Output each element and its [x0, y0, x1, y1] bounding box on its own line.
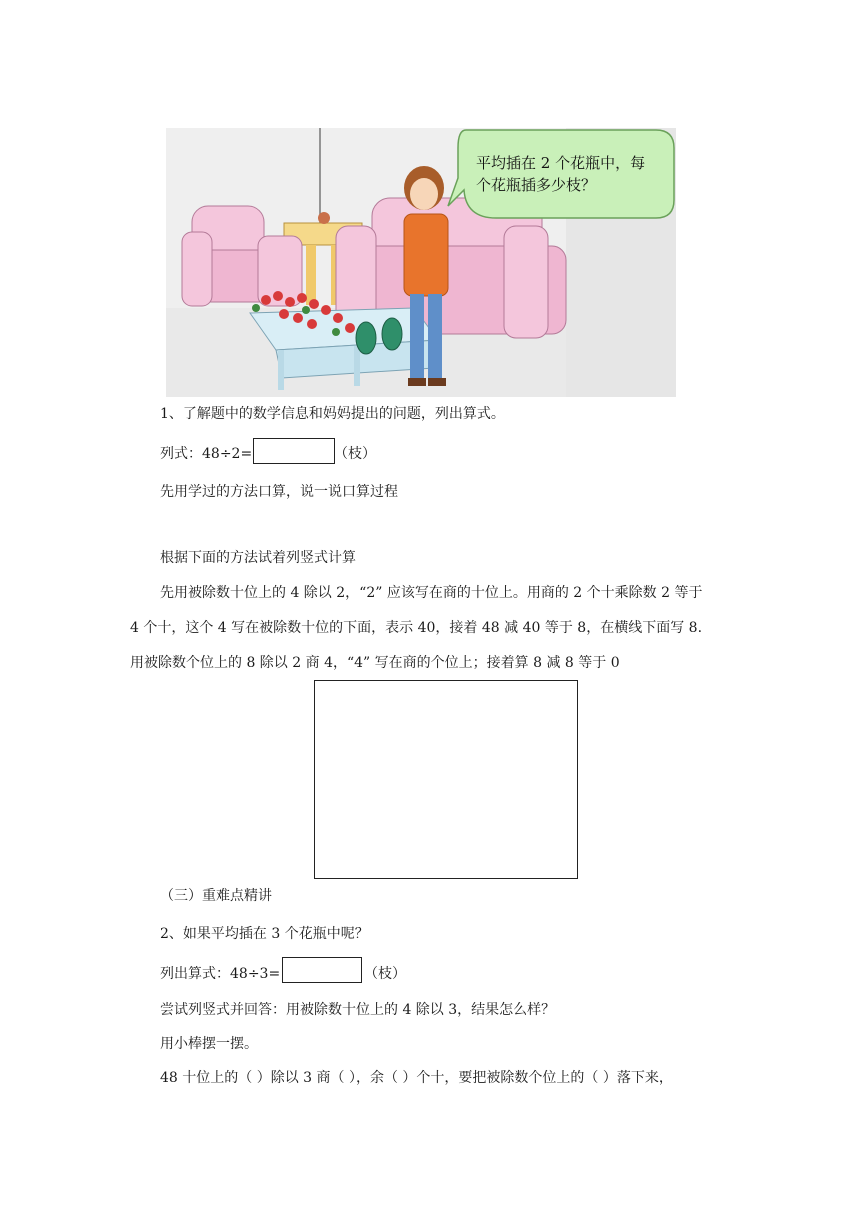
expression-2-prefix: 列出算式：48÷3=: [160, 966, 281, 982]
vertical-calc-workspace[interactable]: [314, 680, 578, 879]
section-heading: （三）重难点精讲: [160, 888, 272, 904]
question-1: 1、了解题中的数学信息和妈妈提出的问题，列出算式。: [160, 406, 505, 422]
expression-1-unit: （枝）: [334, 446, 376, 462]
method-line-3: 用被除数个位上的 8 除以 2 商 4，“4” 写在商的个位上；接着算 8 减 8 等于 0: [130, 655, 620, 671]
sticks-line: 用小棒摆一摆。: [160, 1036, 258, 1052]
speech-bubble-line-2: 个花瓶插多少枝？: [476, 176, 597, 194]
oral-calc-instruction: 先用学过的方法口算，说一说口算过程: [160, 484, 398, 500]
question-2: 2、如果平均插在 3 个花瓶中呢？: [160, 926, 369, 942]
answer-box-2[interactable]: [282, 957, 362, 983]
answer-box-1[interactable]: [253, 438, 335, 464]
speech-bubble-line-1: 平均插在 2 个花瓶中，每: [476, 154, 646, 172]
method-line-1: 先用被除数十位上的 4 除以 2，“2” 应该写在商的十位上。用商的 2 个十乘除数 2 等于: [160, 585, 703, 601]
vertical-calc-intro: 根据下面的方法试着列竖式计算: [160, 550, 356, 566]
method-line-2: 4 个十，这个 4 写在被除数十位的下面，表示 40，接着 48 减 40 等于 8，在横线下面写 8.: [130, 620, 703, 636]
try-vertical-line: 尝试列竖式并回答：用被除数十位上的 4 除以 3，结果怎么样？: [160, 1002, 556, 1018]
expression-2-unit: （枝）: [364, 966, 406, 982]
fill-blank-line: 48 十位上的（ ）除以 3 商（ ），余（ ）个十，要把被除数个位上的（ ）落下来，: [160, 1070, 673, 1086]
expression-1-prefix: 列式：48÷2=: [160, 446, 253, 462]
speech-bubble-text: [476, 152, 666, 196]
